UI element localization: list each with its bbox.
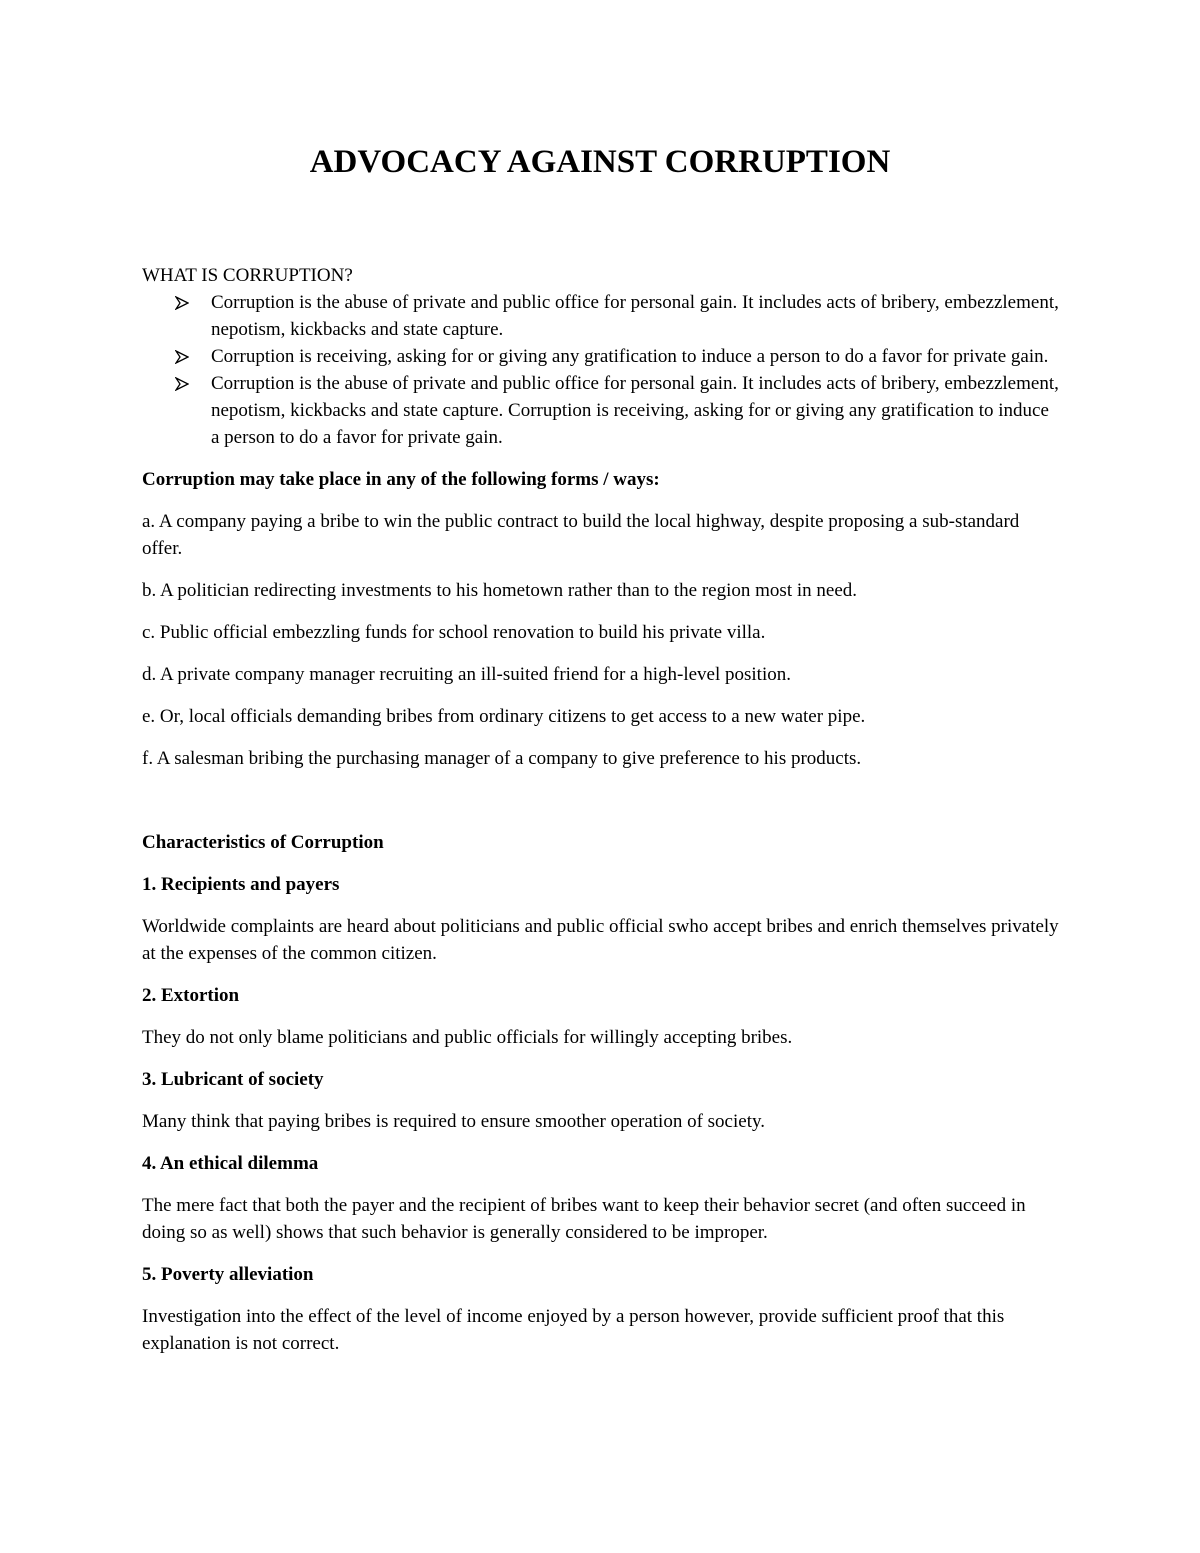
- section-spacer: [142, 787, 1062, 829]
- characteristic-text: Many think that paying bribes is required to ensure smoother operation of society.: [142, 1111, 765, 1132]
- characteristic-heading: 2. Extortion: [142, 985, 240, 1006]
- characteristics-heading: Characteristics of Corruption: [142, 832, 384, 853]
- form-item: b. A politician redirecting investments to his hometown rather than to the region most in need.: [142, 580, 857, 601]
- characteristic-text: They do not only blame politicians and public officials for willingly accepting bribes.: [142, 1027, 793, 1048]
- list-item: [211, 343, 1062, 370]
- characteristic-text: Investigation into the effect of the level of income enjoyed by a person however, provide sufficient proof that this explanation is not correct.: [142, 1306, 1005, 1354]
- definition-text: Corruption is the abuse of private and public office for personal gain. It includes acts of bribery, embezzlement, nepotism, kickbacks and state capture.: [211, 292, 1059, 340]
- definition-list: [142, 289, 1062, 451]
- definition-text: Corruption is the abuse of private and public office for personal gain. It includes acts of bribery, embezzlement, nepotism, kickbacks and state capture. Corruption is receiving, asking for or giving any gratification to induce a person to do a favor for private gain.: [211, 373, 1059, 448]
- characteristic-heading: 3. Lubricant of society: [142, 1069, 324, 1090]
- list-item: [211, 289, 1062, 343]
- form-item: e. Or, local officials demanding bribes from ordinary citizens to get access to a new water pipe.: [142, 706, 866, 727]
- what-is-corruption-heading: WHAT IS CORRUPTION?: [142, 265, 353, 286]
- characteristic-heading: 5. Poverty alleviation: [142, 1264, 314, 1285]
- characteristic-text: Worldwide complaints are heard about politicians and public official swho accept bribes and enrich themselves privately at the expenses of the common citizen.: [142, 916, 1059, 964]
- forms-heading: Corruption may take place in any of the following forms / ways:: [142, 469, 660, 490]
- page-title: ADVOCACY AGAINST CORRUPTION: [309, 144, 891, 180]
- list-item: [211, 370, 1062, 451]
- form-item: d. A private company manager recruiting an ill-suited friend for a high-level position.: [142, 664, 791, 685]
- characteristic-heading: 4. An ethical dilemma: [142, 1153, 319, 1174]
- form-item: a. A company paying a bribe to win the public contract to build the local highway, despite proposing a sub-standard offer.: [142, 511, 1020, 559]
- form-item: f. A salesman bribing the purchasing manager of a company to give preference to his products.: [142, 748, 862, 769]
- form-item: c. Public official embezzling funds for school renovation to build his private villa.: [142, 622, 766, 643]
- definition-text: Corruption is receiving, asking for or giving any gratification to induce a person to do a favor for private gain.: [211, 346, 1049, 367]
- document-body: [142, 262, 1062, 1372]
- characteristic-heading: 1. Recipients and payers: [142, 874, 340, 895]
- arrow-bullet-icon: [175, 350, 189, 364]
- arrow-bullet-icon: [175, 296, 189, 310]
- arrow-bullet-icon: [175, 377, 189, 391]
- characteristic-text: The mere fact that both the payer and the recipient of bribes want to keep their behavior secret (and often succeed in doing so as well) shows that such behavior is generally considered to be improper.: [142, 1195, 1026, 1243]
